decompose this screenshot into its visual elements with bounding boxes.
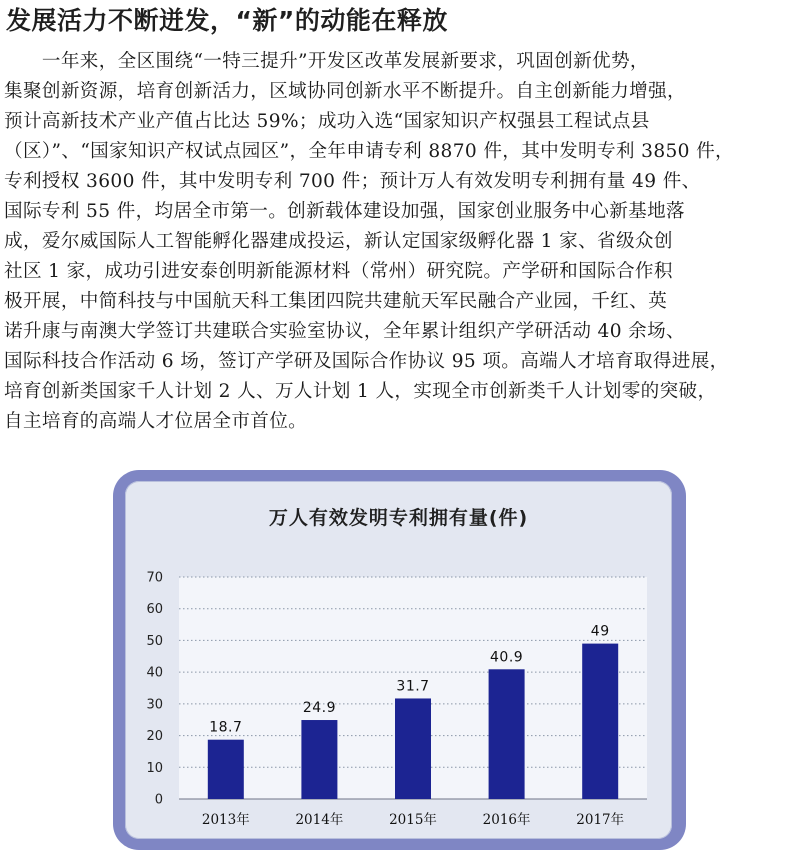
body-line: 成，爱尔威国际人工智能孵化器建成投运，新认定国家级孵化器 1 家、省级众创 [4,231,673,252]
body-line: 社区 1 家，成功引进安泰创明新能源材料（常州）研究院。产学研和国际合作积 [4,261,673,282]
bar-value-label: 40.9 [490,649,524,666]
bar [489,669,525,799]
y-tick-label: 20 [146,729,163,745]
body-line: 极开展，中简科技与中国航天科工集团四院共建航天军民融合产业园，千红、英 [4,291,668,312]
chart-card [125,481,672,839]
bar-value-label: 24.9 [302,700,336,717]
chart-frame [113,470,686,850]
x-tick-label: 2017年 [576,812,625,828]
body-line: 诺升康与南澳大学签订共建联合实验室协议，全年累计组织产学研活动 40 余场、 [4,321,685,342]
body-line: （区）”、“国家知识产权试点园区”，全年申请专利 8870 件，其中发明专利 3850 件， [4,141,735,162]
bar-value-label: 18.7 [209,719,243,736]
x-tick-label: 2013年 [201,812,250,828]
bar [395,698,431,799]
body-line: 专利授权 3600 件，其中发明专利 700 件；预计万人有效发明专利拥有量 49 件、 [4,171,701,192]
bar [208,740,244,799]
y-tick-label: 0 [154,792,163,808]
bar [301,720,337,799]
body-line: 国际科技合作活动 6 场，签订产学研及国际合作协议 95 项。高端人才培育取得进展， [4,351,729,372]
y-tick-label: 40 [146,665,163,681]
body-line: 一年来，全区围绕“一特三提升”开发区改革发展新要求，巩固创新优势， [4,51,649,72]
body-line: 集聚创新资源，培育创新活力，区域协同创新水平不断提升。自主创新能力增强， [4,81,686,102]
y-tick-label: 10 [146,760,163,776]
body-line: 培育创新类国家千人计划 2 人、万人计划 1 人，实现全市创新类千人计划零的突破， [4,381,717,402]
chart-title: 万人有效发明专利拥有量(件) [268,507,529,529]
y-tick-label: 60 [146,602,163,618]
x-tick-label: 2015年 [389,812,437,828]
article-heading: 发展活力不断迸发，“新”的动能在释放 [6,6,448,35]
bar-chart [125,481,672,839]
body-line: 国际专利 55 件，均居全市第一。创新载体建设加强，国家创业服务中心新基地落 [4,201,685,222]
bar-value-label: 31.7 [396,678,430,695]
y-tick-label: 30 [146,697,163,713]
x-tick-label: 2016年 [482,812,531,828]
body-line: 自主培育的高端人才位居全市首位。 [4,411,308,432]
article-body [4,47,794,437]
bar [582,644,618,799]
bar-value-label: 49 [590,623,610,640]
y-tick-label: 50 [146,633,163,649]
body-line: 预计高新技术产业产值占比达 59%；成功入选“国家知识产权强县工程试点县 [4,111,650,132]
x-tick-label: 2014年 [295,812,344,828]
y-tick-label: 70 [146,570,163,586]
